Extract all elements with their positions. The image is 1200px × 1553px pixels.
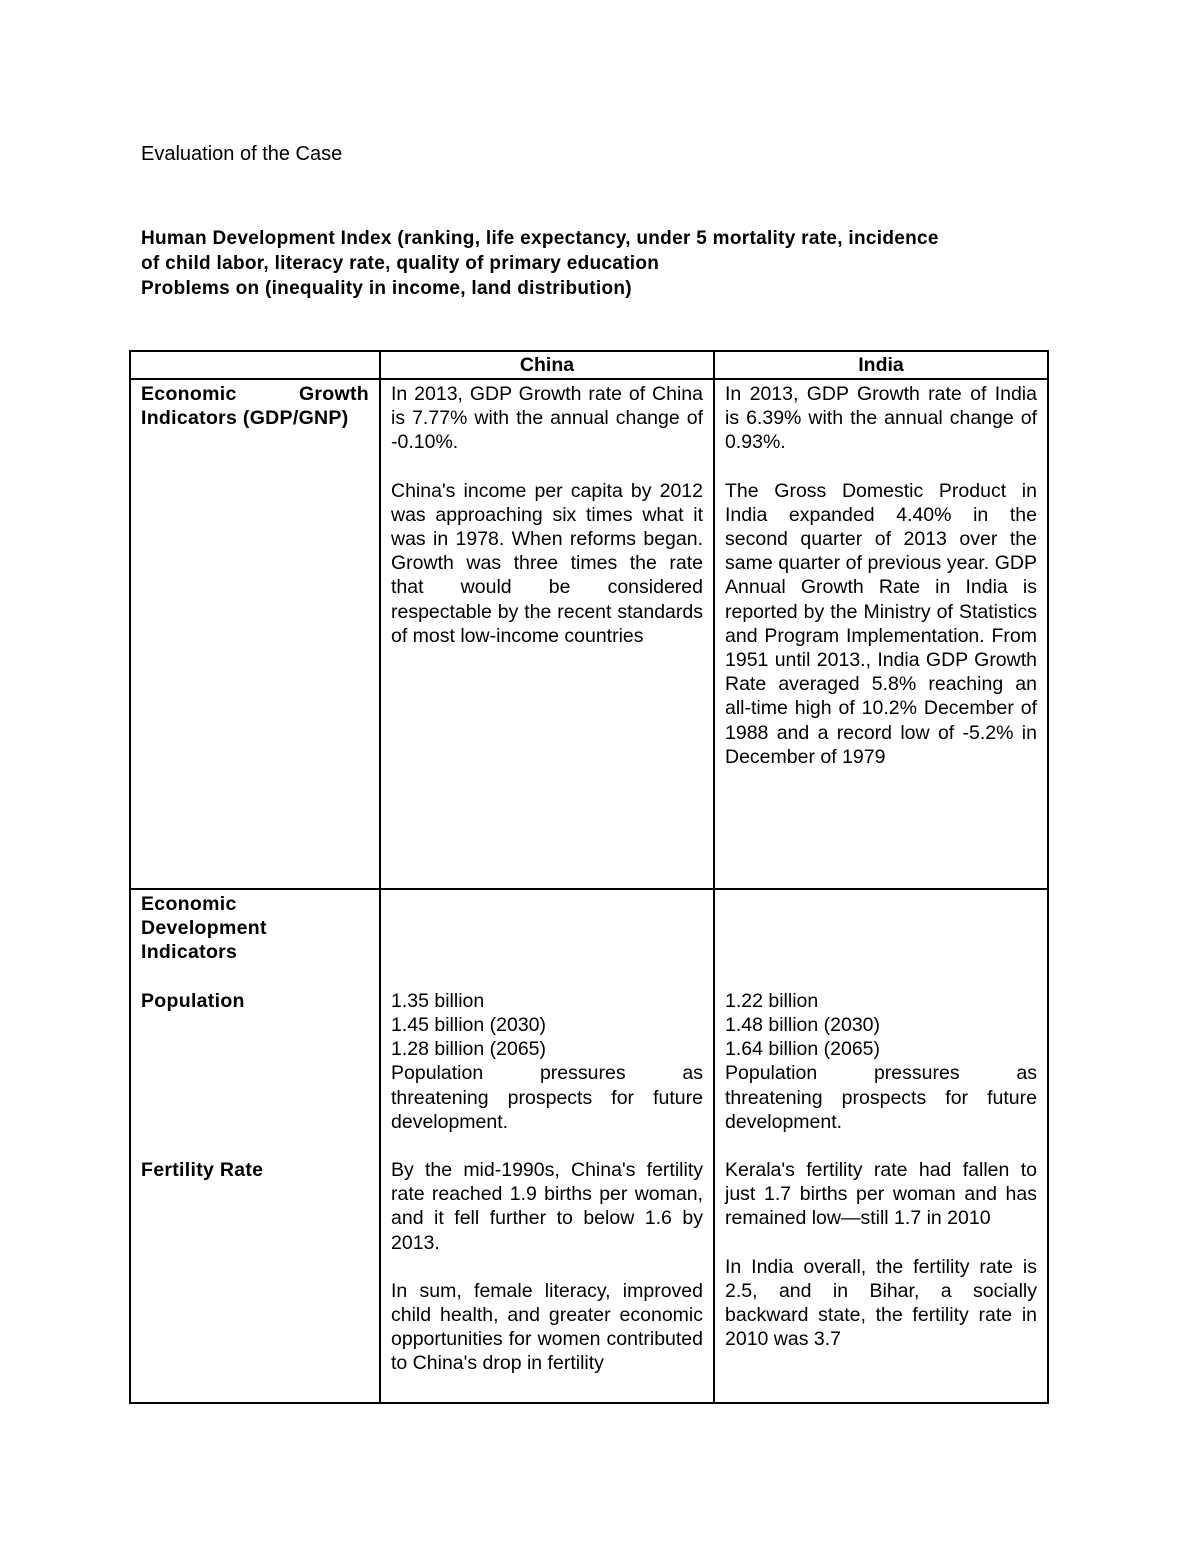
china-fertility-p1: By the mid-1990s, China's fertility rate reached 1.9 births per woman, and it fell further to below 1.6 by 2013. [391, 1159, 703, 1254]
table-row-growth [130, 379, 1048, 889]
dev-label-line3: Indicators [141, 941, 238, 964]
development-india-cell [714, 889, 1048, 1403]
china-fertility-p2: In sum, female literacy, improved child health, and greater economic opportunities for women contributed to China's drop in fertility [391, 1279, 703, 1375]
development-label-cell [130, 889, 380, 1403]
comparison-table [129, 350, 1049, 1404]
fertility-label: Fertility Rate [141, 1158, 264, 1181]
page-title: Evaluation of the Case [141, 143, 343, 165]
growth-label-cell [130, 379, 380, 889]
growth-india-p1: In 2013, GDP Growth rate of India is 6.39% with the annual change of 0.93%. [725, 383, 1037, 454]
section-heading [141, 226, 1041, 301]
china-pop-3: 1.28 billion (2065) [391, 1038, 547, 1061]
china-pop-note: Population pressures as threatening prospects for future development. [391, 1062, 703, 1133]
dev-label-line2: Development [141, 917, 267, 940]
growth-india-cell [714, 379, 1048, 889]
table-row-development [130, 889, 1048, 1403]
heading-line-2: of child labor, literacy rate, quality of primary education [141, 253, 660, 274]
development-china-cell [380, 889, 714, 1403]
growth-label-line2: Indicators (GDP/GNP) [141, 407, 349, 430]
india-pop-1: 1.22 billion [725, 989, 819, 1012]
header-china: China [380, 351, 714, 379]
india-pop-note: Population pressures as threatening prospects for future development. [725, 1062, 1037, 1133]
population-label: Population [141, 989, 245, 1012]
india-fertility-p2: In India overall, the fertility rate is 2.5, and in Bihar, a socially backward state, the fertility rate in 2010 was 3.7 [725, 1255, 1037, 1351]
growth-china-p2: China's income per capita by 2012 was approaching six times what it was in 1978. When reforms began. Growth was three times the rate that would be considered respectable by the recent standards of most low-income countries [391, 479, 703, 647]
growth-china-cell [380, 379, 714, 889]
china-pop-1: 1.35 billion [391, 989, 485, 1012]
india-fertility-p1: Kerala's fertility rate had fallen to just 1.7 births per woman and has remained low—still 1.7 in 2010 [725, 1159, 1037, 1230]
growth-india-p2: The Gross Domestic Product in India expanded 4.40% in the second quarter of 2013 over the same quarter of previous year. GDP Annual Growth Rate in India is reported by the Ministry of Statistics and Program Implementation. From 1951 until 2013., India GDP Growth Rate averaged 5.8% reaching an all-time high of 10.2% December of 1988 and a record low of -5.2% in December of 1979 [725, 479, 1037, 768]
heading-line-3: Problems on (inequality in income, land distribution) [141, 278, 632, 299]
india-pop-2: 1.48 billion (2030) [725, 1014, 881, 1036]
china-pop-2: 1.45 billion (2030) [391, 1014, 547, 1036]
india-pop-3: 1.64 billion (2065) [725, 1038, 881, 1061]
header-empty [130, 351, 380, 379]
heading-line-1: Human Development Index (ranking, life expectancy, under 5 mortality rate, incidence [141, 228, 939, 249]
header-india: India [714, 351, 1048, 379]
dev-label-line1: Economic [141, 893, 237, 915]
growth-label-line1: Economic Growth [141, 383, 369, 405]
growth-china-p1: In 2013, GDP Growth rate of China is 7.77% with the annual change of -0.10%. [391, 383, 703, 454]
table-header-row [130, 351, 1048, 379]
